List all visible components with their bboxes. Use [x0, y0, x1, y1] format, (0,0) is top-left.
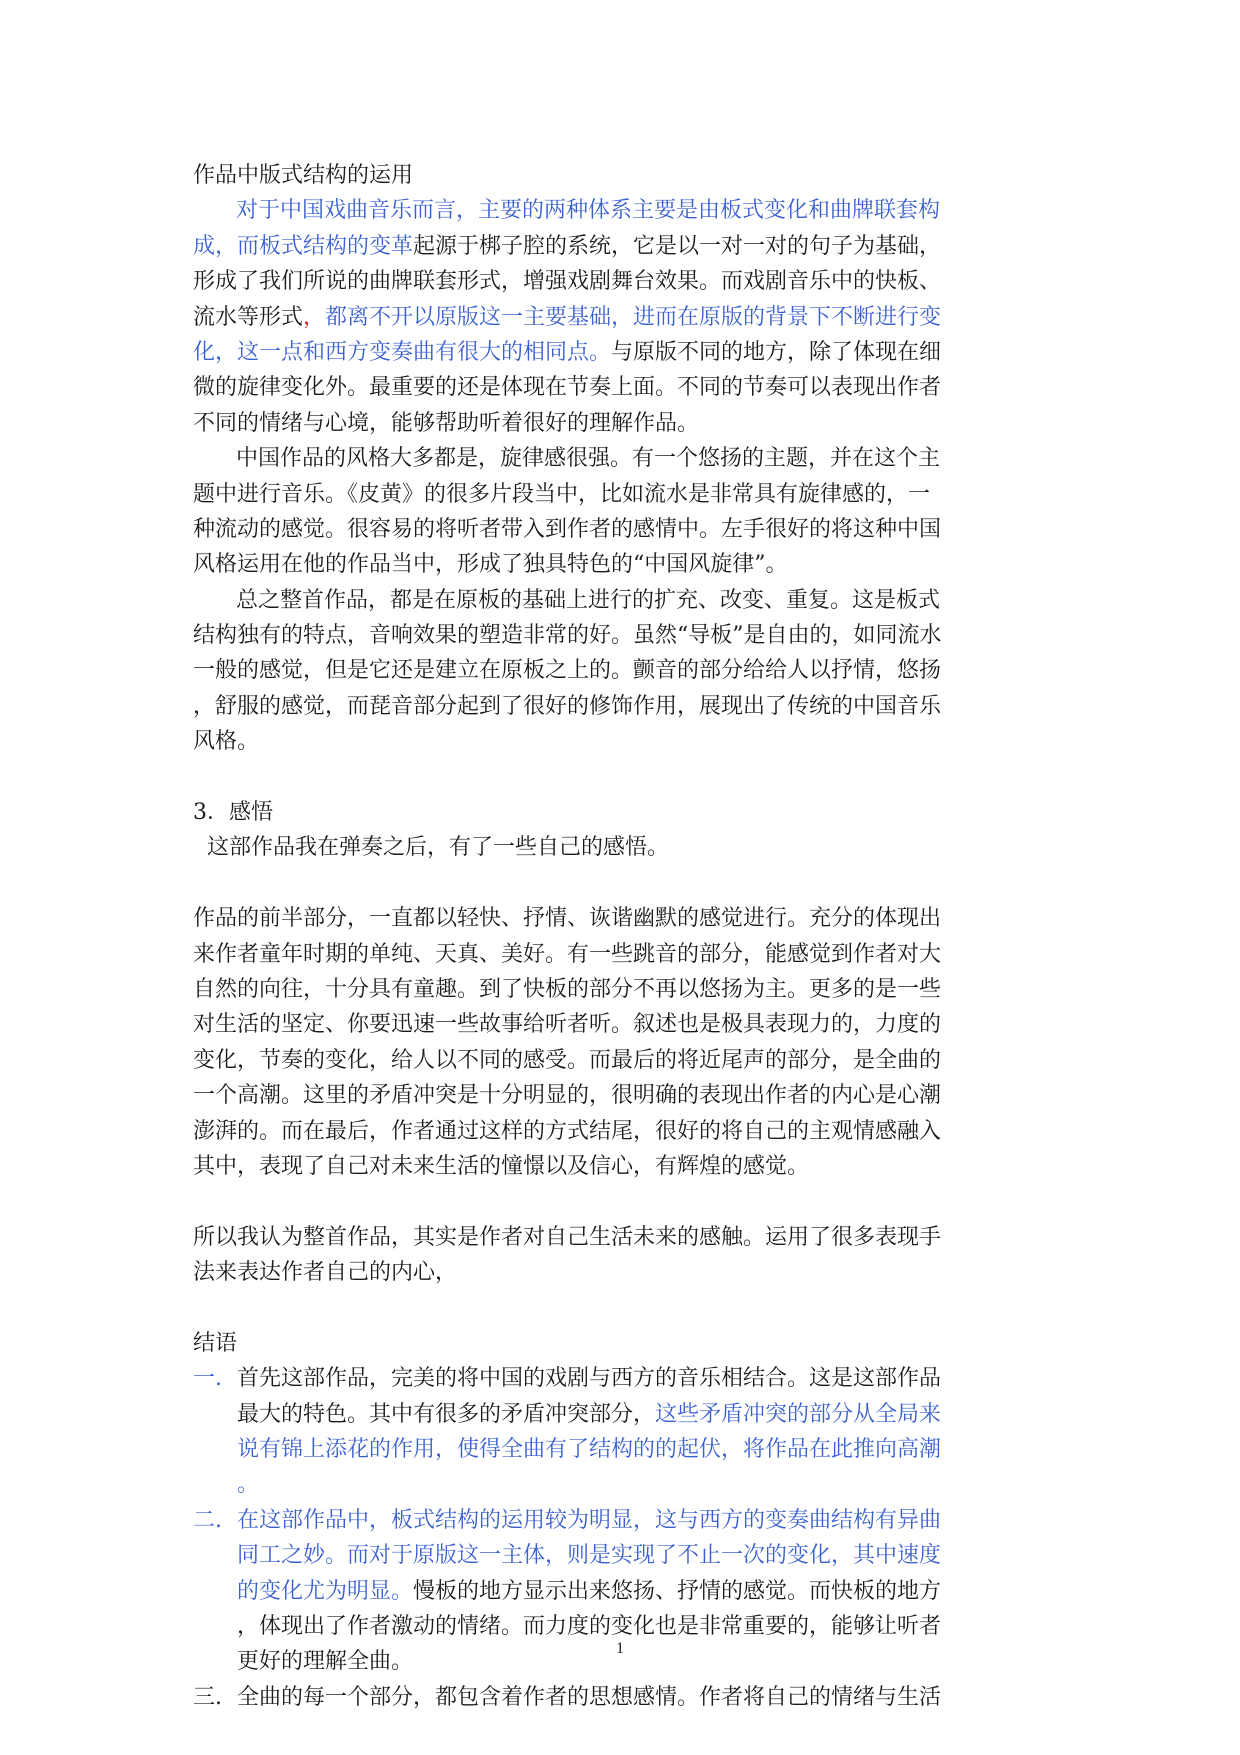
blank-line: [193, 760, 1043, 795]
highlighted-text: 对于中国戏曲音乐而言，主要的两种体系主要是由板式变化和曲牌联套构: [236, 198, 941, 224]
paragraph-line: 所以我认为整首作品，其实是作者对自己生活未来的感触。运用了很多表现手: [193, 1224, 942, 1250]
body-text: 流水等形式: [193, 304, 304, 330]
paragraph-line: 总之整首作品，都是在原板的基础上进行的扩充、改变、重复。这是板式: [236, 587, 941, 613]
paragraph-line: 这部作品我在弹奏之后，有了一些自己的感悟。: [207, 835, 670, 861]
paragraph-line: 微的旋律变化外。最重要的还是体现在节奏上面。不同的节奏可以表现出作者: [193, 375, 942, 401]
list-line: 在这部作品中，板式结构的运用较为明显，这与西方的变奏曲结构有异曲: [237, 1507, 942, 1533]
body-text: 与原版不同的地方，除了体现在细: [611, 339, 942, 365]
list-line: 。: [237, 1472, 260, 1498]
paragraph-line: [193, 335, 1043, 370]
body-text: 慢板的地方显示出来悠扬、抒情的感觉。而快板的地方: [413, 1578, 942, 1604]
blank-line: [193, 866, 1043, 901]
list-line: 说有锦上添花的作用，使得全曲有了结构的的起伏，将作品在此推向高潮: [237, 1437, 942, 1463]
conclusion-item: [193, 1680, 1043, 1715]
paragraph-line: 自然的向往，十分具有童趣。到了快板的部分不再以悠扬为主。更多的是一些: [193, 976, 942, 1002]
blank-line: [193, 1184, 1043, 1219]
list-marker: 二.: [193, 1507, 222, 1533]
paragraph-line: ，舒服的感觉，而琵音部分起到了很好的修饰作用，展现出了传统的中国音乐: [193, 693, 942, 719]
paragraph-line: 中国作品的风格大多都是，旋律感很强。有一个悠扬的主题，并在这个主: [236, 446, 941, 472]
paragraph-line: 来作者童年时期的单纯、天真、美好。有一些跳音的部分，能感觉到作者对大: [193, 941, 942, 967]
paragraph-line: 法来表达作者自己的内心，: [193, 1260, 458, 1286]
paragraph-line: 风格。: [193, 729, 260, 755]
list-line: [237, 1574, 1043, 1609]
paragraph-line: [193, 300, 1043, 335]
paragraph-line: 风格运用在他的作品当中，形成了独具特色的“中国风旋律”。: [193, 552, 788, 578]
highlighted-text: 这些矛盾冲突的部分从全局来: [655, 1401, 942, 1427]
list-line: 更好的理解全曲。: [237, 1649, 414, 1675]
highlighted-text: 化，这一点和西方变奏曲有很大的相同点。: [193, 339, 612, 365]
paragraph-line: 形成了我们所说的曲牌联套形式，增强戏剧舞台效果。而戏剧音乐中的快板、: [193, 269, 942, 295]
list-line: 首先这部作品，完美的将中国的戏剧与西方的音乐相结合。这是这部作品: [237, 1366, 942, 1392]
paragraph-line: 结构独有的特点，音响效果的塑造非常的好。虽然“导板”是自由的，如同流水: [193, 623, 942, 649]
list-marker: 三.: [193, 1684, 222, 1710]
page-number: 1: [616, 1640, 624, 1657]
body-text: 最大的特色。其中有很多的矛盾冲突部分，: [237, 1401, 656, 1427]
paragraph-line: 种流动的感觉。很容易的将听者带入到作者的感情中。左手很好的将这种中国: [193, 516, 942, 542]
paragraph-line: 题中进行音乐。《皮黄》的很多片段当中，比如流水是非常具有旋律感的，一: [193, 481, 931, 507]
list-line: [237, 1397, 1043, 1432]
paragraph-line: 一个高潮。这里的矛盾冲突是十分明显的，很明确的表现出作者的内心是心潮: [193, 1083, 942, 1109]
list-line: 同工之妙。而对于原版这一主体，则是实现了不止一次的变化，其中速度: [237, 1543, 942, 1569]
paragraph-line: 作品的前半部分，一直都以轻快、抒情、诙谐幽默的感觉进行。充分的体现出: [193, 906, 942, 932]
body-text: 起源于梆子腔的系统，它是以一对一对的句子为基础，: [413, 233, 942, 259]
list-marker: 一.: [193, 1366, 222, 1392]
highlighted-text: 都离不开以原版这一主要基础，进而在原版的背景下不断进行变: [325, 304, 942, 330]
paragraph-line: 其中，表现了自己对未来生活的憧憬以及信心，有辉煌的感觉。: [193, 1153, 810, 1179]
list-line: 全曲的每一个部分，都包含着作者的思想感情。作者将自己的情绪与生活: [237, 1684, 942, 1710]
red-comma: ，: [303, 304, 326, 330]
blank-line: [193, 1291, 1043, 1326]
paragraph-line: 变化，节奏的变化，给人以不同的感受。而最后的将近尾声的部分，是全曲的: [193, 1047, 942, 1073]
section-heading: 作品中版式结构的运用: [193, 163, 414, 188]
section-heading: 3．感悟: [193, 800, 273, 826]
paragraph-line: [193, 193, 1043, 228]
section-heading: 结语: [193, 1330, 238, 1356]
paragraph-line: 一般的感觉，但是它还是建立在原板之上的。颤音的部分给给人以抒情，悠扬: [193, 658, 942, 684]
paragraph-line: 澎湃的。而在最后，作者通过这样的方式结尾，很好的将自己的主观情感融入: [193, 1118, 942, 1144]
highlighted-text: 的变化尤为明显。: [237, 1578, 414, 1604]
document-body: [193, 158, 1043, 1715]
paragraph-line: 不同的情绪与心境，能够帮助听着很好的理解作品。: [193, 410, 700, 436]
paragraph-line: 对生活的坚定、你要迅速一些故事给听者听。叙述也是极具表现力的，力度的: [193, 1012, 942, 1038]
paragraph-line: [193, 229, 1043, 264]
conclusion-item: [193, 1361, 1043, 1503]
highlighted-text: 成，而板式结构的变革: [193, 233, 414, 259]
list-line: ，体现出了作者激动的情绪。而力度的变化也是非常重要的，能够让听者: [237, 1614, 942, 1640]
